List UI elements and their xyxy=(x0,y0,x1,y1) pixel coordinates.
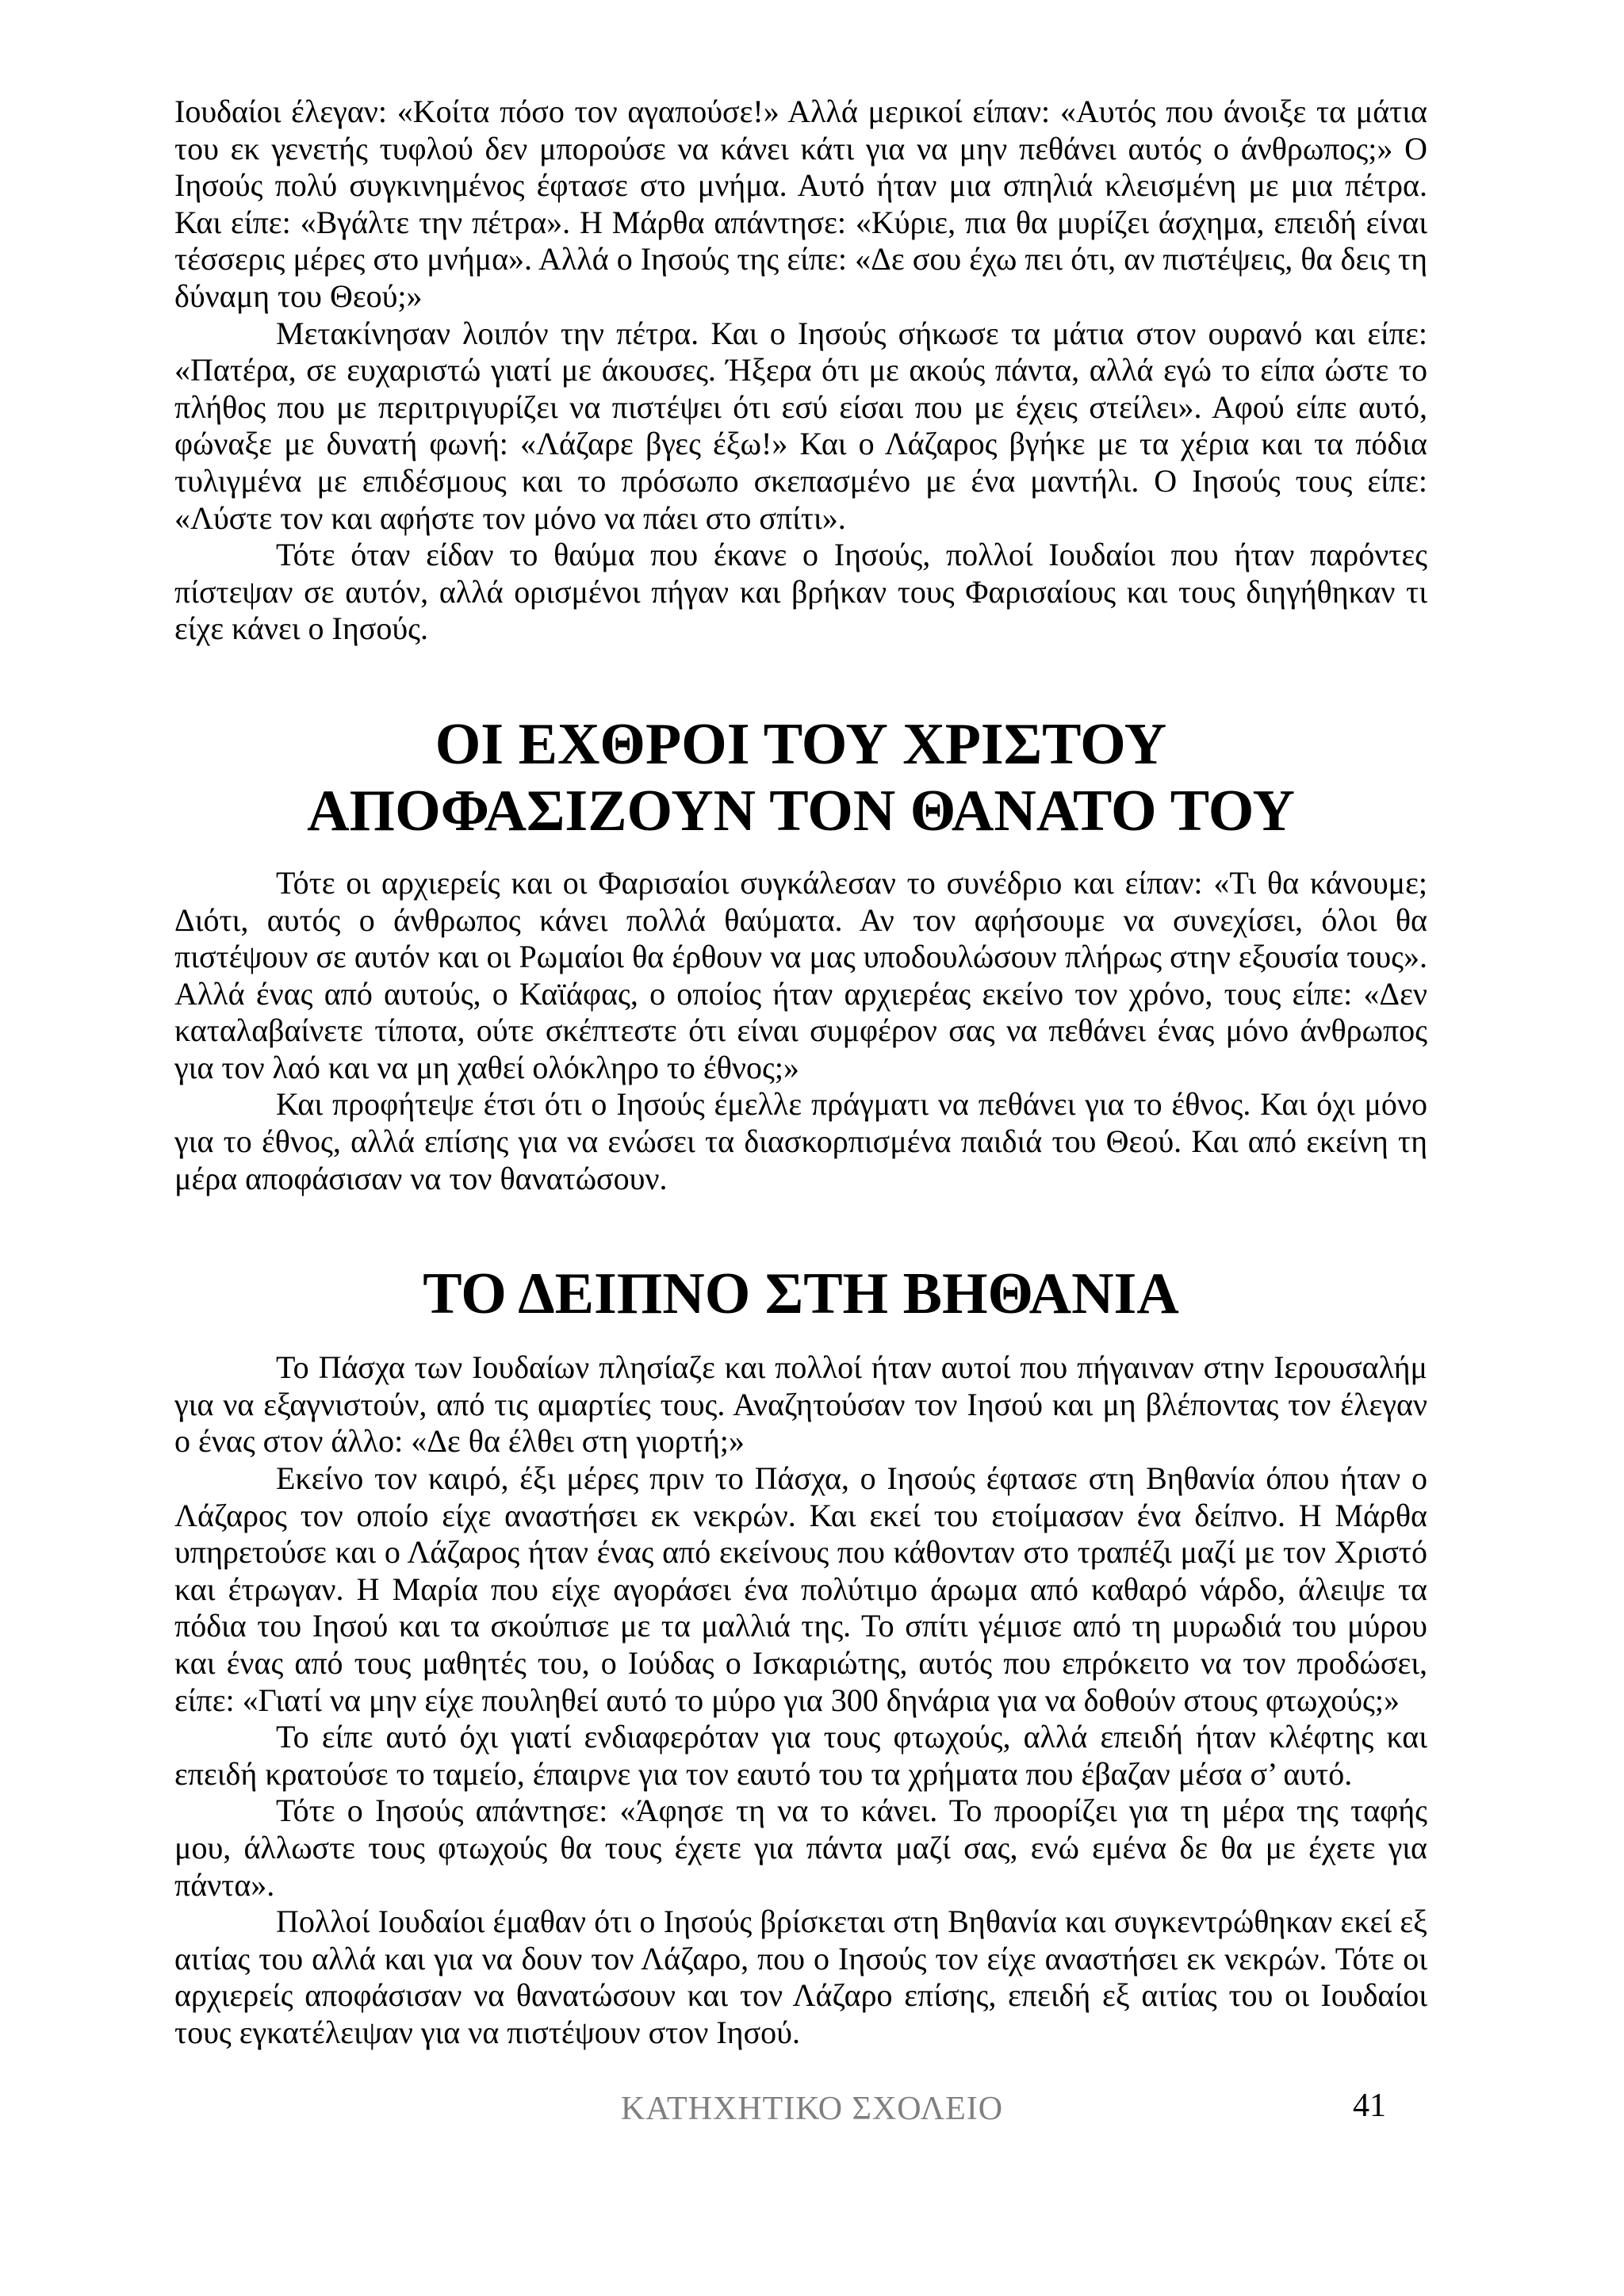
section-heading-line: ΟΙ ΕΧΘΡΟΙ ΤΟΥ ΧΡΙΣΤΟΥ xyxy=(435,711,1167,777)
paragraph: Πολλοί Ιουδαίοι έμαθαν ότι ο Ιησούς βρίσκεται στη Βηθανία και συγκεντρώθηκαν εκεί εξ αιτίας του αλλά και για να δουν τον Λάζαρο, που ο Ιησούς τον είχε αναστήσει εκ νεκρών. Τότε οι αρχιερείς αποφάσισαν να θανατώσουν και τον Λάζαρο επίσης, επειδή εξ αιτίας του οι Ιουδαίοι τους εγκατέλειψαν για να πιστέψουν στον Ιησού. xyxy=(174,1904,1427,2050)
paragraph: Το Πάσχα των Ιουδαίων πλησίαζε και πολλοί ήταν αυτοί που πήγαιναν στην Ιερουσαλήμ για να εξαγνιστούν, από τις αμαρτίες τους. Αναζητούσαν τον Ιησού και μη βλέποντας τον έλεγαν ο ένας στον άλλο: «Δε θα έλθει στη γιορτή;» xyxy=(174,1349,1427,1460)
section-heading xyxy=(174,711,1427,844)
section-heading: ΤΟ ΔΕΙΠΝΟ ΣΤΗ ΒΗΘΑΝΙΑ xyxy=(423,1261,1179,1327)
page-number: 41 xyxy=(1353,2087,1386,2124)
paragraph: Και προφήτεψε έτσι ότι ο Ιησούς έμελλε πράγματι να πεθάνει για το έθνος. Και όχι μόνο για το έθνος, αλλά επίσης για να ενώσει τα διασκορπισμένα παιδιά του Θεού. Και από εκείνη τη μέρα αποφάσισαν να τον θανατώσουν. xyxy=(174,1086,1427,1196)
paragraph: Τότε όταν είδαν το θαύμα που έκανε ο Ιησούς, πολλοί Ιουδαίοι που ήταν παρόντες πίστεψαν σε αυτόν, αλλά ορισμένοι πήγαν και βρήκαν τους Φαρισαίους και τους διηγήθηκαν τι είχε κάνει ο Ιησούς. xyxy=(174,537,1427,647)
paragraph: Τότε οι αρχιερείς και οι Φαρισαίοι συγκάλεσαν το συνέδριο και είπαν: «Τι θα κάνουμε; Διότι, αυτός ο άνθρωπος κάνει πολλά θαύματα. Αν τον αφήσουμε να συνεχίσει, όλοι θα πιστέψουν σε αυτόν και οι Ρωμαίοι θα έρθουν να μας υποδουλώσουν πλήρως στην εξουσία τους». Αλλά ένας από αυτούς, ο Καϊάφας, ο οποίος ήταν αρχιερέας εκείνο τον χρόνο, τους είπε: «Δεν καταλαβαίνετε τίποτα, ούτε σκέπτεστε ότι είναι συμφέρον σας να πεθάνει ένας μόνο άνθρωπος για τον λαό και να μη χαθεί ολόκληρο το έθνος;» xyxy=(174,864,1427,1085)
page-content xyxy=(174,94,1427,2052)
footer-title: ΚΑΤΗΧΗΤΙΚΟ ΣΧΟΛΕΙΟ xyxy=(620,2091,1004,2127)
paragraph: Εκείνο τον καιρό, έξι μέρες πριν το Πάσχα, ο Ιησούς έφτασε στη Βηθανία όπου ήταν ο Λάζαρος τον οποίο είχε αναστήσει εκ νεκρών. Και εκεί του ετοίμασαν ένα δείπνο. Η Μάρθα υπηρετούσε και ο Λάζαρος ήταν ένας από εκείνους που κάθονταν στο τραπέζι μαζί με τον Χριστό και έτρωγαν. Η Μαρία που είχε αγοράσει ένα πολύτιμο άρωμα από καθαρό νάρδο, άλειψε τα πόδια του Ιησού και τα σκούπισε με τα μαλλιά της. Το σπίτι γέμισε από τη μυρωδιά του μύρου και ένας από τους μαθητές του, ο Ιούδας ο Ισκαριώτης, αυτός που επρόκειτο να τον προδώσει, είπε: «Γιατί να μην είχε πουληθεί αυτό το μύρο για 300 δηνάρια για να δοθούν στους φτωχούς;» xyxy=(174,1460,1427,1718)
paragraph: Μετακίνησαν λοιπόν την πέτρα. Και ο Ιησούς σήκωσε τα μάτια στον ουρανό και είπε: «Πατέρα, σε ευχαριστώ γιατί με άκουσες. Ήξερα ότι με ακούς πάντα, αλλά εγώ το είπα ώστε το πλήθος που με περιτριγυρίζει να πιστέψει ότι εσύ είσαι που με έχεις στείλει». Αφού είπε αυτό, φώναξε με δυνατή φωνή: «Λάζαρε βγες έξω!» Και ο Λάζαρος βγήκε με τα χέρια και τα πόδια τυλιγμένα με επιδέσμους και το πρόσωπο σκεπασμένο με ένα μαντήλι. Ο Ιησούς τους είπε: «Λύστε τον και αφήστε τον μόνο να πάει στο σπίτι». xyxy=(174,315,1427,536)
paragraph: Ιουδαίοι έλεγαν: «Κοίτα πόσο τον αγαπούσε!» Αλλά μερικοί είπαν: «Αυτός που άνοιξε τα μάτια του εκ γενετής τυφλού δεν μπορούσε να κάνει κάτι για να μην πεθάνει αυτός ο άνθρωπος;» Ο Ιησούς πολύ συγκινημένος έφτασε στο μνήμα. Αυτό ήταν μια σπηλιά κλεισμένη με μια πέτρα. Και είπε: «Βγάλτε την πέτρα». Η Μάρθα απάντησε: «Κύριε, πια θα μυρίζει άσχημα, επειδή είναι τέσσερις μέρες στο μνήμα». Αλλά ο Ιησούς της είπε: «Δε σου έχω πει ότι, αν πιστέψεις, θα δεις τη δύναμη του Θεού;» xyxy=(174,94,1427,314)
paragraph: Το είπε αυτό όχι γιατί ενδιαφερόταν για τους φτωχούς, αλλά επειδή ήταν κλέφτης και επειδή κρατούσε το ταμείο, έπαιρνε για τον εαυτό του τα χρήματα που έβαζαν μέσα σ’ αυτό. xyxy=(174,1719,1427,1792)
section-heading-line: ΑΠΟΦΑΣΙΖΟΥΝ ΤΟΝ ΘΑΝΑΤΟ ΤΟΥ xyxy=(307,778,1295,844)
paragraph: Τότε ο Ιησούς απάντησε: «Άφησε τη να το κάνει. Το προορίζει για τη μέρα της ταφής μου, άλλωστε τους φτωχούς θα τους έχετε για πάντα μαζί σας, ενώ εμένα δε θα με έχετε για πάντα». xyxy=(174,1793,1427,1903)
